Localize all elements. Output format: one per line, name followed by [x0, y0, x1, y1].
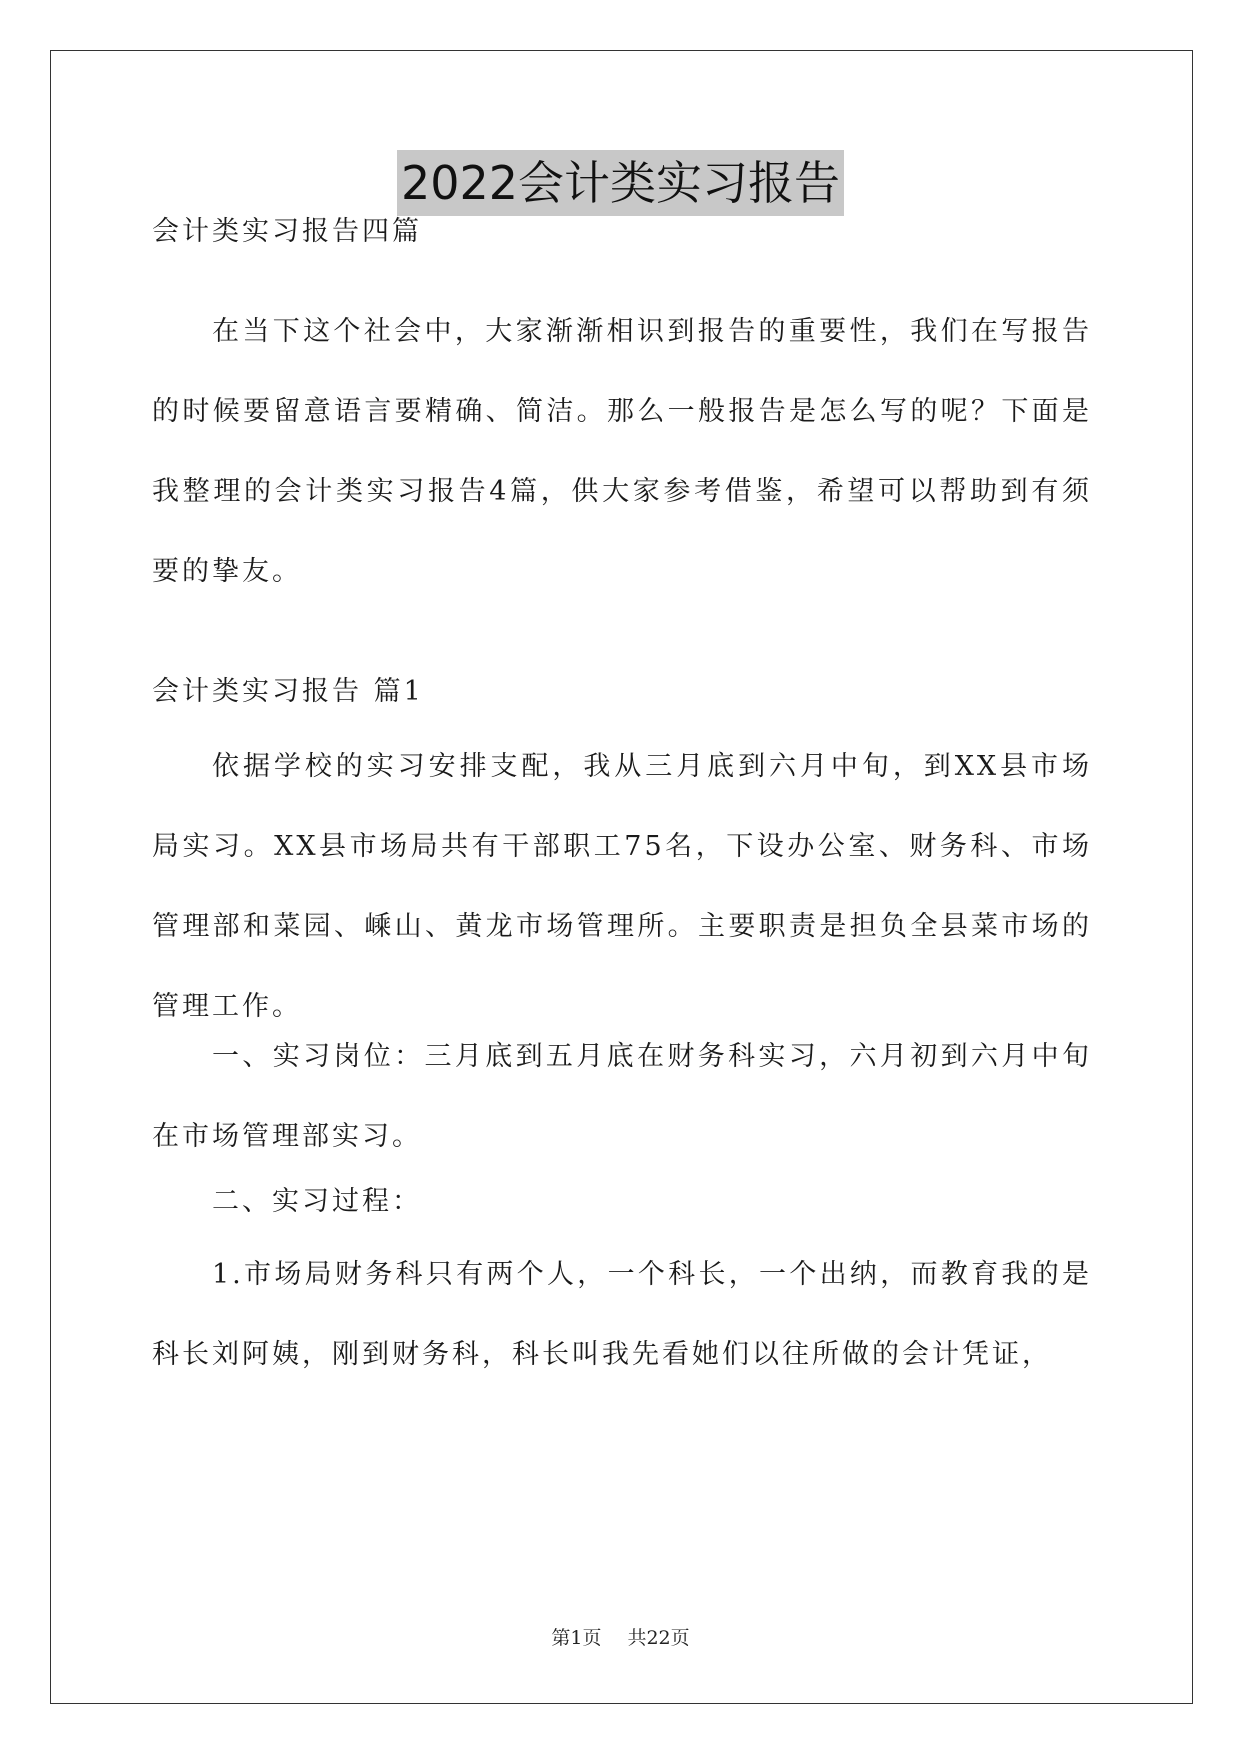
page-total: 共22页 — [627, 1627, 690, 1649]
body-paragraph-3: 二、实习过程： — [212, 1186, 422, 1217]
page-footer — [0, 1623, 1241, 1650]
intro-paragraph: 在当下这个社会中，大家渐渐相识到报告的重要性，我们在写报告的时候要留意语言要精确、简洁。那么一般报告是怎么写的呢？下面是我整理的会计类实习报告4篇，供大家参考借鉴，希望可以帮助到有须要的挚友。 — [152, 316, 1092, 587]
body-paragraph-1: 依据学校的实习安排支配，我从三月底到六月中旬，到XX县市场局实习。XX县市场局共有干部职工75名，下设办公室、财务科、市场管理部和菜园、嵊山、黄龙市场管理所。主要职责是担负全县菜市场的管理工作。 — [152, 751, 1092, 1022]
page-number: 第1页 — [551, 1627, 602, 1649]
section-heading: 会计类实习报告 篇1 — [152, 676, 424, 707]
body-paragraph-2: 一、实习岗位：三月底到五月底在财务科实习，六月初到六月中旬在市场管理部实习。 — [152, 1041, 1092, 1152]
body-paragraph-4: 1.市场局财务科只有两个人，一个科长，一个出纳，而教育我的是科长刘阿姨，刚到财务科，科长叫我先看她们以往所做的会计凭证， — [152, 1259, 1092, 1370]
subtitle: 会计类实习报告四篇 — [152, 216, 422, 247]
document-title: 2022会计类实习报告 — [397, 150, 844, 216]
